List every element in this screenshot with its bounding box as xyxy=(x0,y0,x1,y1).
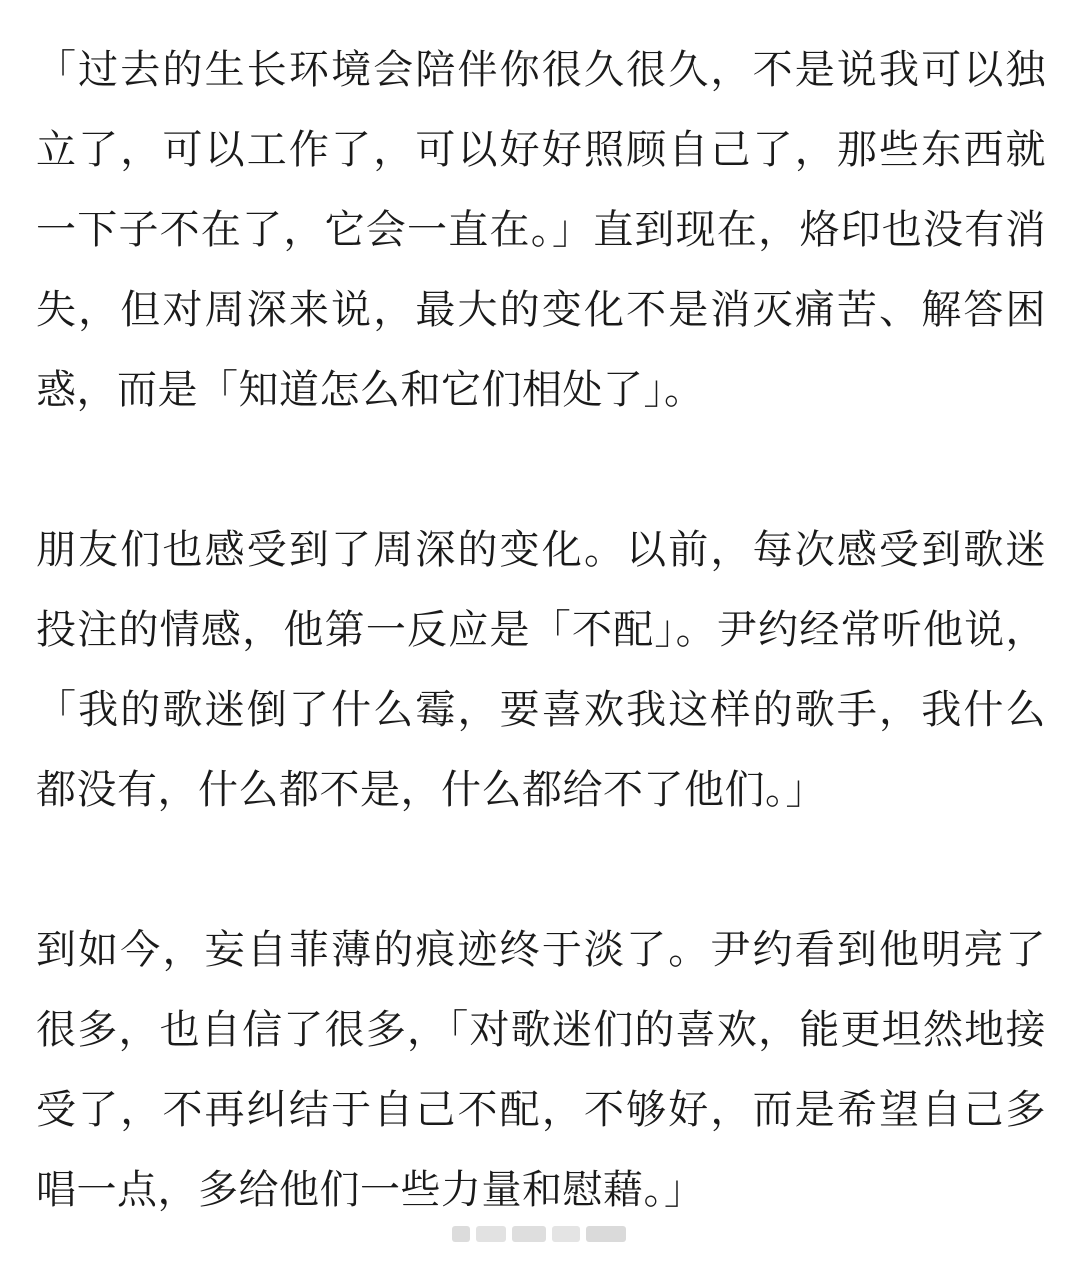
paragraph-spacer xyxy=(36,830,1046,910)
watermark-logo xyxy=(452,1222,632,1246)
paragraph-spacer xyxy=(36,430,1046,510)
article-body xyxy=(36,30,1046,1230)
paragraph-2: 朋友们也感受到了周深的变化。以前，每次感受到歌迷投注的情感，他第一反应是「不配」。尹约经常听他说，「我的歌迷倒了什么霉，要喜欢我这样的歌手，我什么都没有，什么都不是，什么都给不了他们。」 xyxy=(36,527,1046,813)
paragraph-1: 「过去的生长环境会陪伴你很久很久，不是说我可以独立了，可以工作了，可以好好照顾自己了，那些东西就一下子不在了，它会一直在。」直到现在，烙印也没有消失，但对周深来说，最大的变化不是消灭痛苦、解答困惑，而是「知道怎么和它们相处了」。 xyxy=(36,47,1046,413)
paragraph-3: 到如今，妄自菲薄的痕迹终于淡了。尹约看到他明亮了很多，也自信了很多，「对歌迷们的喜欢，能更坦然地接受了，不再纠结于自己不配，不够好，而是希望自己多唱一点，多给他们一些力量和慰藉。」 xyxy=(36,927,1046,1213)
